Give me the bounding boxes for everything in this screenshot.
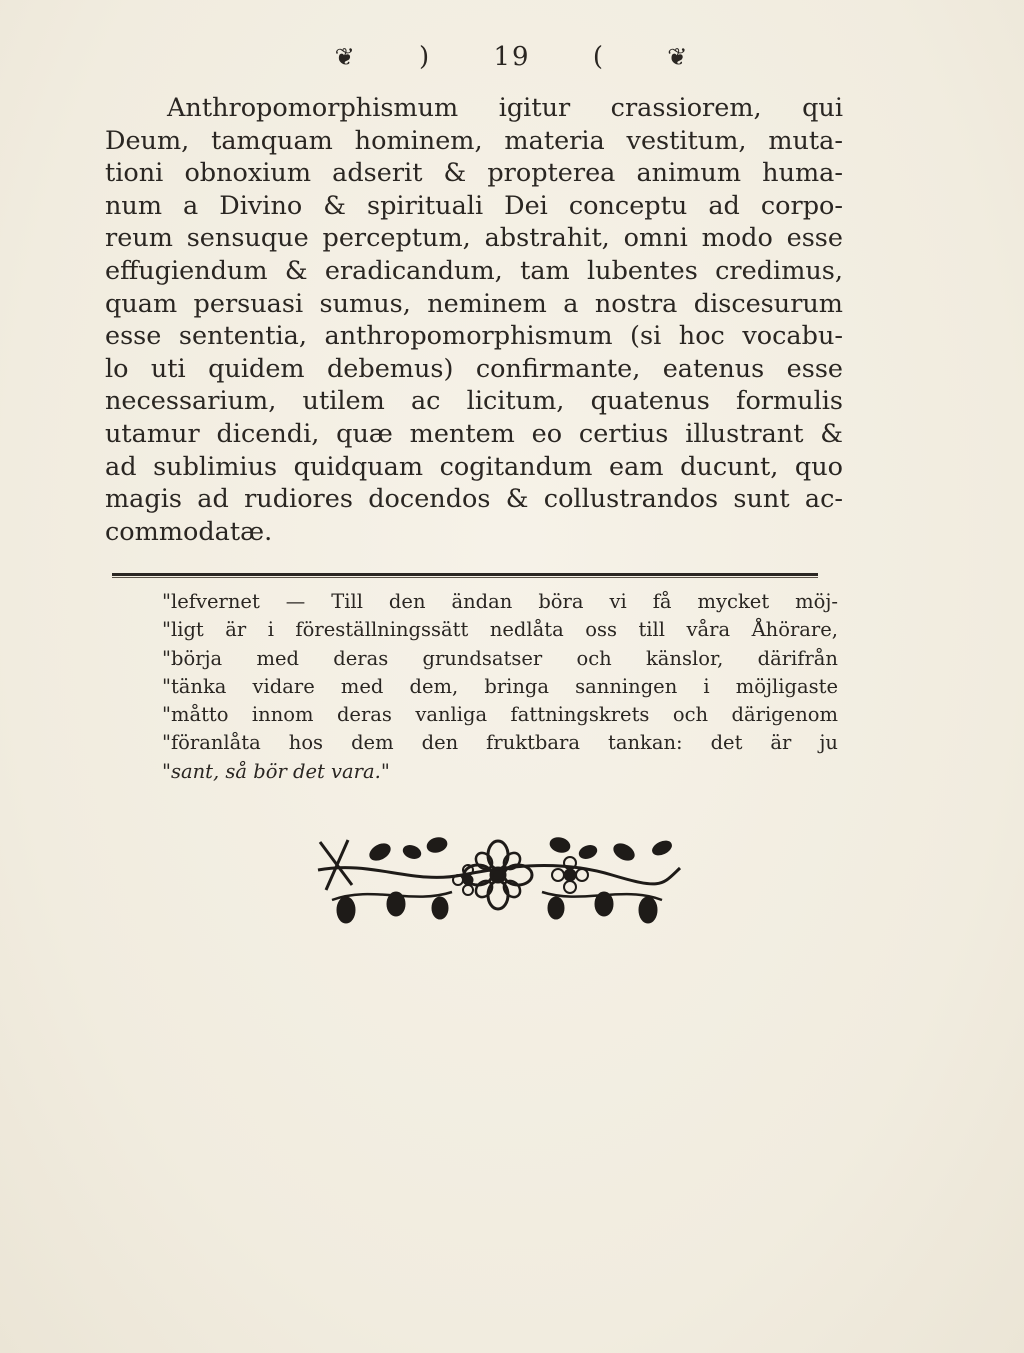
footnote-line: "ligt är i föreställningssätt nedlåta oss till våra Åhörare, (162, 618, 838, 642)
main-paragraph (105, 92, 843, 548)
left-parenthesis: ) (419, 42, 432, 72)
running-header (0, 42, 1024, 72)
main-line: magis ad rudiores docendos & collustrandos sunt ac- (105, 484, 843, 515)
main-line: num a Divino & spirituali Dei conceptu ad corpo- (105, 190, 843, 221)
main-line: ad sublimius quidquam cogitandum eam ducunt, quo (105, 451, 843, 482)
main-line: tioni obnoxium adserit & propterea animum huma- (105, 158, 843, 189)
main-line: necessarium, utilem ac licitum, quatenus formulis (105, 386, 843, 417)
main-line: esse sententia, anthropomorphismum (si hoc vocabu- (105, 321, 843, 352)
main-line: reum sensuque perceptum, abstrahit, omni modo esse (105, 223, 843, 254)
main-line: lo uti quidem debemus) confirmante, eatenus esse (105, 353, 843, 384)
floral-vignette-icon (312, 830, 684, 930)
footnote-line: "föranlåta hos dem den fruktbara tankan: det är ju (162, 731, 838, 755)
footnote-block (162, 588, 838, 786)
footnote-line: "börja med deras grundsatser och känslor, därifrån (162, 646, 838, 670)
left-fleuron-icon: ❦ (334, 43, 357, 71)
main-line: commodatæ. (105, 516, 273, 547)
main-line: effugiendum & eradicandum, tam lubentes credimus, (105, 255, 843, 286)
footnote-line: "lefvernet — Till den ändan böra vi få mycket möj- (162, 590, 838, 613)
right-fleuron-icon: ❦ (667, 43, 690, 71)
main-line: Anthropomorphismum igitur crassiorem, qui (167, 93, 843, 123)
page-number: 19 (493, 42, 531, 72)
right-parenthesis: ( (592, 42, 605, 72)
footnote-divider-rule (112, 573, 818, 576)
footnote-line: "tänka vidare med dem, bringa sanningen i möjligaste (162, 674, 838, 698)
main-line: quam persuasi sumus, neminem a nostra discesurum (105, 288, 843, 319)
main-line: utamur dicendi, quæ mentem eo certius illustrant & (105, 418, 843, 449)
footnote-line: "sant, så bör det vara." (162, 759, 390, 783)
footnote-line: "måtto innom deras vanliga fattningskrets och därigenom (162, 703, 838, 727)
main-line: Deum, tamquam hominem, materia vestitum, muta- (105, 125, 843, 156)
